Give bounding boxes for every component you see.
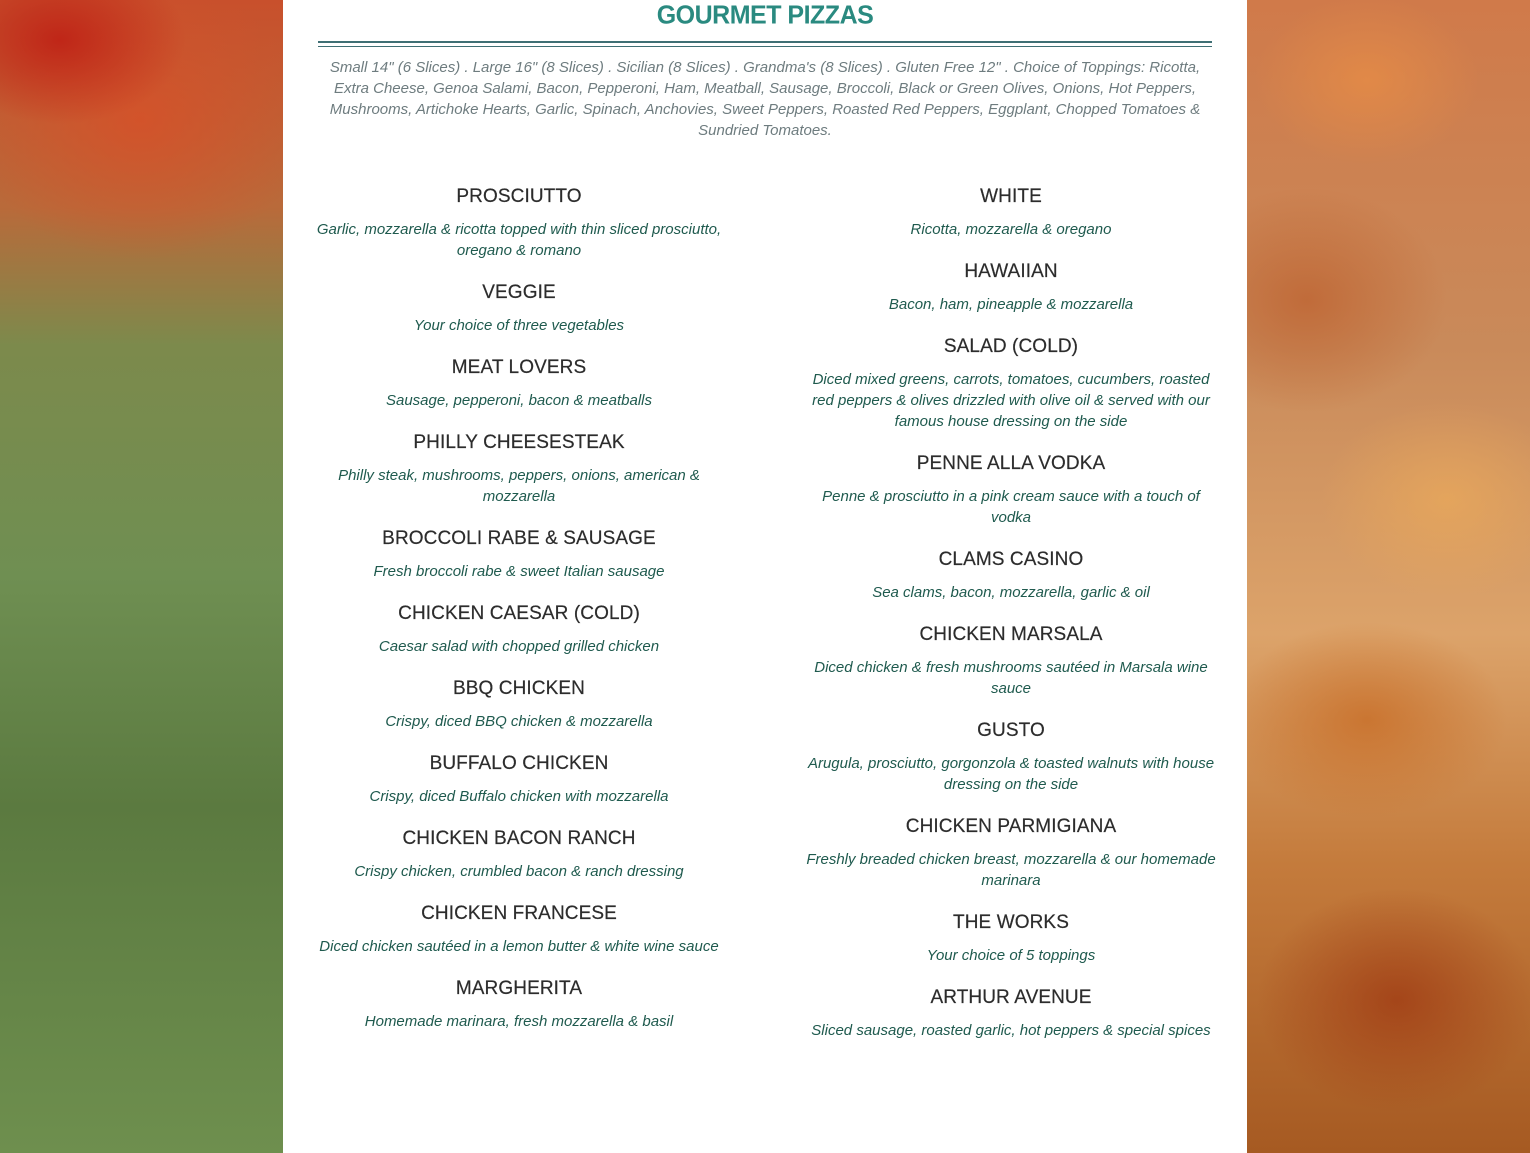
- menu-item: [314, 602, 724, 657]
- menu-item-description: Garlic, mozzarella & ricotta topped with thin sliced prosciutto, oregano & romano: [316, 221, 722, 259]
- menu-item-name: CHICKEN MARSALA: [919, 624, 1103, 645]
- menu-item-description: Diced chicken & fresh mushrooms sautéed in Marsala wine sauce: [814, 659, 1208, 697]
- menu-item-name: GUSTO: [977, 720, 1045, 741]
- menu-item-name: WHITE: [980, 186, 1042, 207]
- menu-item-name: BUFFALO CHICKEN: [429, 753, 609, 774]
- menu-item-description: Fresh broccoli rabe & sweet Italian sausage: [373, 563, 665, 580]
- menu-item-description: Freshly breaded chicken breast, mozzarella & our homemade marinara: [806, 851, 1216, 889]
- menu-item: [314, 902, 724, 957]
- menu-item-description: Philly steak, mushrooms, peppers, onions, american & mozzarella: [338, 467, 700, 505]
- menu-item: [314, 431, 724, 507]
- menu-column-right: [806, 185, 1216, 1061]
- menu-item: [806, 911, 1216, 966]
- menu-item-description: Crispy, diced BBQ chicken & mozzarella: [385, 713, 653, 730]
- menu-item-description: Homemade marinara, fresh mozzarella & basil: [364, 1013, 674, 1030]
- menu-item-description: Penne & prosciutto in a pink cream sauce with a touch of vodka: [822, 488, 1200, 526]
- menu-item: [314, 977, 724, 1032]
- menu-item-description: Caesar salad with chopped grilled chicken: [378, 638, 660, 655]
- menu-item-name: SALAD (COLD): [943, 336, 1079, 357]
- menu-item-name: THE WORKS: [953, 912, 1069, 933]
- menu-item: [314, 281, 724, 336]
- title-divider: [318, 41, 1212, 43]
- menu-item-description: Sausage, pepperoni, bacon & meatballs: [385, 392, 652, 409]
- menu-item: [314, 356, 724, 411]
- menu-item-description: Sliced sausage, roasted garlic, hot peppers & special spices: [811, 1022, 1211, 1039]
- menu-item-name: PROSCIUTTO: [456, 186, 582, 207]
- menu-item-name: VEGGIE: [482, 282, 556, 303]
- menu-item: [806, 452, 1216, 528]
- menu-panel: [283, 0, 1247, 1153]
- menu-item-description: Sea clams, bacon, mozzarella, garlic & oil: [872, 584, 1150, 601]
- menu-item-name: HAWAIIAN: [964, 261, 1058, 282]
- menu-item: [806, 335, 1216, 432]
- menu-item: [314, 677, 724, 732]
- menu-item-name: BROCCOLI RABE & SAUSAGE: [382, 528, 656, 549]
- menu-column-left: [314, 185, 724, 1052]
- title-divider-thin: [318, 46, 1212, 47]
- menu-item: [314, 185, 724, 261]
- menu-item: [314, 827, 724, 882]
- sizes-and-toppings-text: Small 14" (6 Slices) . Large 16" (8 Slices) . Sicilian (8 Slices) . Grandma's (8 Slices) . Gluten Free 12" . Choice of Toppings: Ricotta, Extra Cheese, Genoa Salami, Bacon, Pepperoni, Ham, Meatball, Sausage, Broccoli, Black or Green Olives, Onions, Hot Peppers, Mushrooms, Artichoke Hearts, Garlic, Spinach, Anchovies, Sweet Peppers, Roasted Red Peppers, Eggplant, Chopped Tomatoes & Sundried Tomatoes.: [329, 59, 1201, 139]
- menu-item-name: CHICKEN PARMIGIANA: [905, 816, 1117, 837]
- menu-item: [806, 986, 1216, 1041]
- menu-item-name: CHICKEN CAESAR (COLD): [398, 603, 640, 624]
- background-right: [1247, 0, 1530, 1153]
- menu-item: [806, 548, 1216, 603]
- menu-item-description: Crispy chicken, crumbled bacon & ranch dressing: [354, 863, 684, 880]
- menu-item-description: Diced mixed greens, carrots, tomatoes, cucumbers, roasted red peppers & olives drizzled with olive oil & served with our famous house dressing on the side: [812, 371, 1210, 430]
- menu-item-description: Bacon, ham, pineapple & mozzarella: [888, 296, 1134, 313]
- menu-item-name: BBQ CHICKEN: [452, 678, 585, 699]
- menu-item: [314, 527, 724, 582]
- menu-item-description: Your choice of 5 toppings: [926, 947, 1096, 964]
- menu-item-name: CHICKEN FRANCESE: [421, 903, 617, 924]
- menu-item: [314, 752, 724, 807]
- menu-item: [806, 623, 1216, 699]
- menu-item-name: ARTHUR AVENUE: [930, 987, 1092, 1008]
- menu-item-name: CHICKEN BACON RANCH: [402, 828, 636, 849]
- menu-item-name: MEAT LOVERS: [451, 357, 587, 378]
- menu-item-name: CLAMS CASINO: [938, 549, 1084, 570]
- menu-item-description: Your choice of three vegetables: [413, 317, 625, 334]
- menu-item: [806, 260, 1216, 315]
- section-title: GOURMET PIZZAS: [656, 0, 874, 30]
- menu-item: [806, 815, 1216, 891]
- menu-item-name: PENNE ALLA VODKA: [916, 453, 1106, 474]
- menu-item: [806, 719, 1216, 795]
- menu-item: [806, 185, 1216, 240]
- menu-item-description: Diced chicken sautéed in a lemon butter & white wine sauce: [319, 938, 719, 955]
- menu-item-description: Crispy, diced Buffalo chicken with mozzarella: [369, 788, 669, 805]
- menu-item-name: PHILLY CHEESESTEAK: [413, 432, 625, 453]
- menu-item-description: Arugula, prosciutto, gorgonzola & toasted walnuts with house dressing on the side: [807, 755, 1215, 793]
- menu-item-description: Ricotta, mozzarella & oregano: [910, 221, 1112, 238]
- menu-item-name: MARGHERITA: [455, 978, 583, 999]
